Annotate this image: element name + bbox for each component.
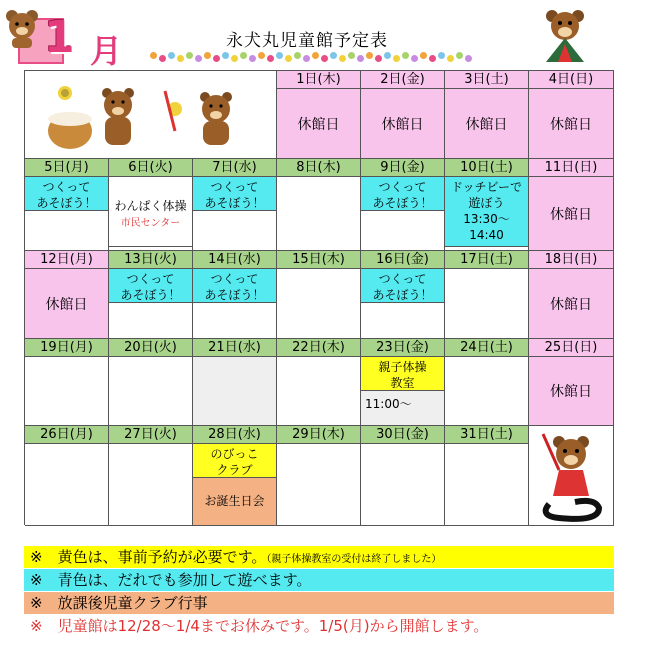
- day-header: 6日(火): [109, 159, 193, 177]
- event-text: 14:40: [469, 228, 504, 242]
- decorative-dot: [267, 55, 274, 62]
- day-header: 4日(日): [529, 71, 614, 89]
- day-cell: [445, 357, 529, 426]
- month-number: 1: [44, 12, 75, 63]
- event-text: あそぼう！: [120, 288, 181, 302]
- decorative-dot: [240, 52, 247, 59]
- event-nobikko: [193, 444, 277, 478]
- day-cell: [445, 444, 529, 526]
- day-header: 25日(日): [529, 339, 614, 357]
- day-header: 21日(水): [193, 339, 277, 357]
- event-tsukutte: [361, 177, 445, 211]
- day-header: 11日(日): [529, 159, 614, 177]
- event-oyako: [361, 357, 445, 391]
- decorative-dot: [285, 55, 292, 62]
- decorative-dot: [303, 55, 310, 62]
- event-text: つくって: [378, 272, 427, 286]
- day-header: 31日(土): [445, 426, 529, 444]
- day-cell: [445, 269, 529, 339]
- closed-label: 休館日: [45, 296, 88, 313]
- event-oyako-time: [361, 391, 445, 426]
- day-cell: [445, 89, 529, 159]
- legend-note: [24, 615, 614, 637]
- decorative-dot: [258, 52, 265, 59]
- day-cell: [361, 444, 445, 526]
- decorative-dot: [348, 52, 355, 59]
- event-text: 11:00～: [365, 397, 412, 411]
- closed-label: 休館日: [550, 384, 592, 400]
- legend-note: [24, 546, 614, 568]
- day-header: 7日(水): [193, 159, 277, 177]
- event-text: のびっこ: [210, 447, 259, 461]
- decorative-dot: [177, 55, 184, 62]
- day-header: 17日(土): [445, 251, 529, 269]
- decorative-dot: [384, 52, 391, 59]
- day-cell: [277, 269, 361, 339]
- page-title: 永犬丸児童館予定表: [226, 31, 388, 51]
- decorative-dot: [204, 52, 211, 59]
- decorative-dot: [186, 52, 193, 59]
- event-text: わんぱく体操: [114, 199, 187, 213]
- day-header: 15日(木): [277, 251, 361, 269]
- event-birthday: [193, 478, 277, 526]
- decorative-dot: [375, 55, 382, 62]
- decorative-dot: [321, 55, 328, 62]
- legend-note-small: （親子体操教室の受付は終了しました）: [266, 554, 442, 565]
- day-header: 10日(土): [445, 159, 529, 177]
- day-cell: [277, 89, 361, 159]
- day-cell: [109, 357, 193, 426]
- decorative-dot: [330, 52, 337, 59]
- event-text: 親子体操: [378, 360, 427, 374]
- event-text: 教室: [390, 376, 415, 390]
- decorative-dot: [456, 52, 463, 59]
- day-cell: [25, 269, 109, 339]
- decorative-dot: [150, 52, 157, 59]
- decorative-dot: [231, 55, 238, 62]
- decorative-dot: [447, 55, 454, 62]
- day-header: 5日(月): [25, 159, 109, 177]
- legend-note: [24, 569, 614, 591]
- day-cell: [529, 269, 614, 339]
- bear-icon: [4, 8, 40, 48]
- bear-calligraphy-icon: [529, 426, 613, 524]
- gray-cell: [193, 357, 277, 426]
- closed-label: 休館日: [297, 116, 340, 133]
- bears-mochi-illustration: [25, 71, 275, 157]
- day-cell: [277, 357, 361, 426]
- day-cell: [361, 89, 445, 159]
- day-header: 12日(月): [25, 251, 109, 269]
- day-header: 24日(土): [445, 339, 529, 357]
- day-cell: [529, 177, 614, 251]
- day-header: 22日(木): [277, 339, 361, 357]
- legend-note-text: ※ 児童館は12/28～1/4までお休みです。1/5(月)から開館します。: [30, 617, 489, 635]
- event-text: ドッチビーで: [450, 180, 523, 194]
- event-text: 13:30～: [463, 212, 510, 226]
- decorative-dot: [222, 52, 229, 59]
- decorative-dot: [195, 55, 202, 62]
- event-text: 遊ぼう: [468, 196, 505, 210]
- closed-label: 休館日: [550, 206, 592, 223]
- day-cell: [25, 357, 109, 426]
- event-dodgebee: [445, 177, 529, 247]
- month-kanji: 月: [90, 32, 123, 70]
- decorative-dot: [402, 52, 409, 59]
- day-header: 27日(火): [109, 426, 193, 444]
- decorative-dot: [465, 55, 472, 62]
- decorative-dot: [276, 52, 283, 59]
- day-header: 8日(木): [277, 159, 361, 177]
- day-header: 9日(金): [361, 159, 445, 177]
- day-cell: [277, 444, 361, 526]
- day-header: 29日(木): [277, 426, 361, 444]
- event-text: 市民センター: [120, 218, 181, 229]
- event-text: お誕生日会: [204, 494, 265, 508]
- event-text: つくって: [210, 272, 259, 286]
- event-tsukutte: [25, 177, 109, 211]
- day-header: 30日(金): [361, 426, 445, 444]
- day-header: 2日(金): [361, 71, 445, 89]
- decorative-dot: [312, 52, 319, 59]
- day-header: 16日(金): [361, 251, 445, 269]
- legend-note: [24, 592, 614, 614]
- event-text: つくって: [42, 180, 91, 194]
- day-cell: [529, 357, 614, 426]
- decorative-dot: [411, 55, 418, 62]
- event-text: あそぼう！: [204, 288, 265, 302]
- event-tsukutte: [193, 177, 277, 211]
- event-text: つくって: [126, 272, 175, 286]
- day-cell: [277, 177, 361, 251]
- day-header: 3日(土): [445, 71, 529, 89]
- day-header: 13日(火): [109, 251, 193, 269]
- closed-label: 休館日: [381, 116, 424, 133]
- illustration-bear-calligraphy: [529, 426, 614, 526]
- decorative-dot: [294, 52, 301, 59]
- day-header: 23日(金): [361, 339, 445, 357]
- day-header: 20日(火): [109, 339, 193, 357]
- day-header: 28日(水): [193, 426, 277, 444]
- decorative-dot: [366, 52, 373, 59]
- day-header: 26日(月): [25, 426, 109, 444]
- decorative-dot: [339, 55, 346, 62]
- closed-label: 休館日: [550, 296, 592, 313]
- day-header: 19日(月): [25, 339, 109, 357]
- decorative-dot: [393, 55, 400, 62]
- decorative-dot: [159, 55, 166, 62]
- closed-label: 休館日: [465, 116, 508, 133]
- decorative-dot: [357, 55, 364, 62]
- event-text: あそぼう！: [36, 196, 97, 210]
- event-text: あそぼう！: [372, 196, 433, 210]
- day-cell: [109, 444, 193, 526]
- bear-doll-icon: [540, 6, 590, 64]
- event-text: クラブ: [216, 463, 253, 477]
- decorative-dot: [249, 55, 256, 62]
- decorative-dot: [213, 55, 220, 62]
- day-header: 1日(木): [277, 71, 361, 89]
- day-cell: [529, 89, 614, 159]
- day-header: 14日(水): [193, 251, 277, 269]
- decorative-dots: [150, 52, 480, 64]
- decorative-dot: [438, 52, 445, 59]
- decorative-dot: [420, 52, 427, 59]
- event-wanpaku: [109, 177, 193, 247]
- event-text: つくって: [378, 180, 427, 194]
- day-cell: [25, 444, 109, 526]
- closed-label: 休館日: [550, 116, 592, 133]
- legend-note-text: ※ 放課後児童クラブ行事: [30, 594, 208, 612]
- legend-note-text: ※ 黄色は、事前予約が必要です。: [30, 548, 267, 566]
- day-header: 18日(日): [529, 251, 614, 269]
- event-tsukutte: [109, 269, 193, 303]
- illustration-area: [25, 71, 277, 159]
- decorative-dot: [429, 55, 436, 62]
- event-tsukutte: [361, 269, 445, 303]
- event-text: あそぼう！: [204, 196, 265, 210]
- legend-note-text: ※ 青色は、だれでも参加して遊べます。: [30, 571, 312, 589]
- decorative-dot: [168, 52, 175, 59]
- event-tsukutte: [193, 269, 277, 303]
- event-text: あそぼう！: [372, 288, 433, 302]
- calendar-grid: [24, 70, 614, 525]
- event-text: つくって: [210, 180, 259, 194]
